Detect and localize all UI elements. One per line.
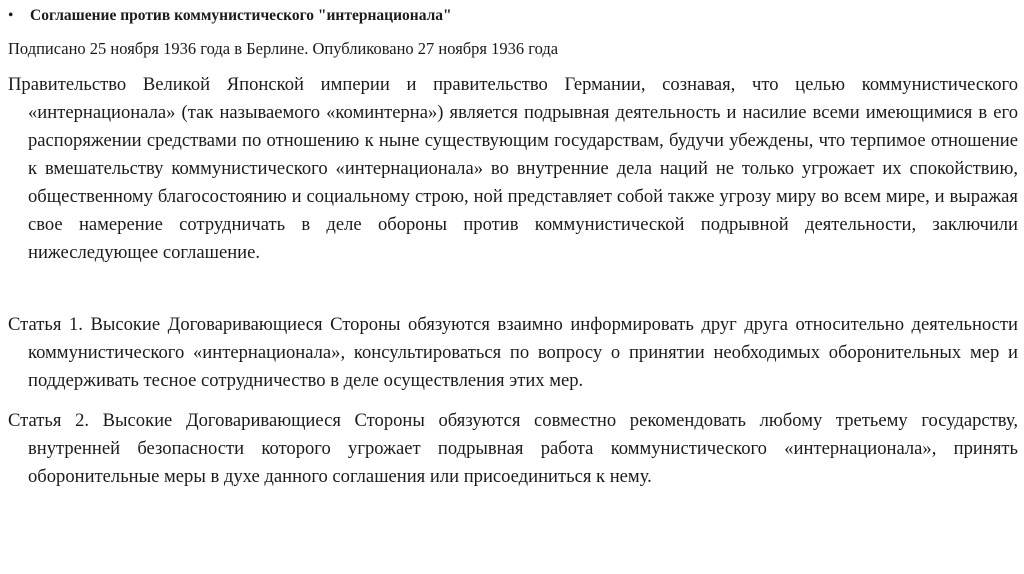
- document-title-text: Соглашение против коммунистического "интернационала": [30, 7, 452, 24]
- preamble-paragraph: Правительство Великой Японской империи и правительство Германии, сознавая, что целью коммунистического «интернационала» (так называемого «коминтерна») является подрывная деятельность и насилие всеми имеющимися в его распоряжении средствами по отношению к ныне существующим государствам, будучи убеждены, что терпимое отношение к вмешательству коммунистического «интернационала» во внутренние дела наций не только угрожает их спокойствию, общественному благосостоянию и социальному строю, ной представляет собой также угрозу миру во всем мире, и выражая свое намерение сотрудничать в деле обороны против коммунистической подрывной деятельности, заключили нижеследующее соглашение.: [8, 74, 1018, 263]
- document-subtitle: Подписано 25 ноября 1936 года в Берлине. Опубликовано 27 ноября 1936 года: [8, 39, 559, 58]
- article-2-paragraph: Статья 2. Высокие Договаривающиеся Стороны обязуются совместно рекомендовать любому третьему государству, внутренней безопасности которого угрожает подрывная работа коммунистического «интернационала», принять оборонительные меры в духе данного соглашения или присоединиться к нему.: [8, 410, 1018, 487]
- document-title: [8, 6, 452, 26]
- article-1-paragraph: Статья 1. Высокие Договаривающиеся Стороны обязуются взаимно информировать друг друга относительно деятельности коммунистического «интернационала», консультироваться по вопросу о принятии необходимых оборонительных мер и поддерживать тесное сотрудничество в деле осуществления этих мер.: [8, 314, 1018, 391]
- bullet-icon: •: [8, 7, 14, 24]
